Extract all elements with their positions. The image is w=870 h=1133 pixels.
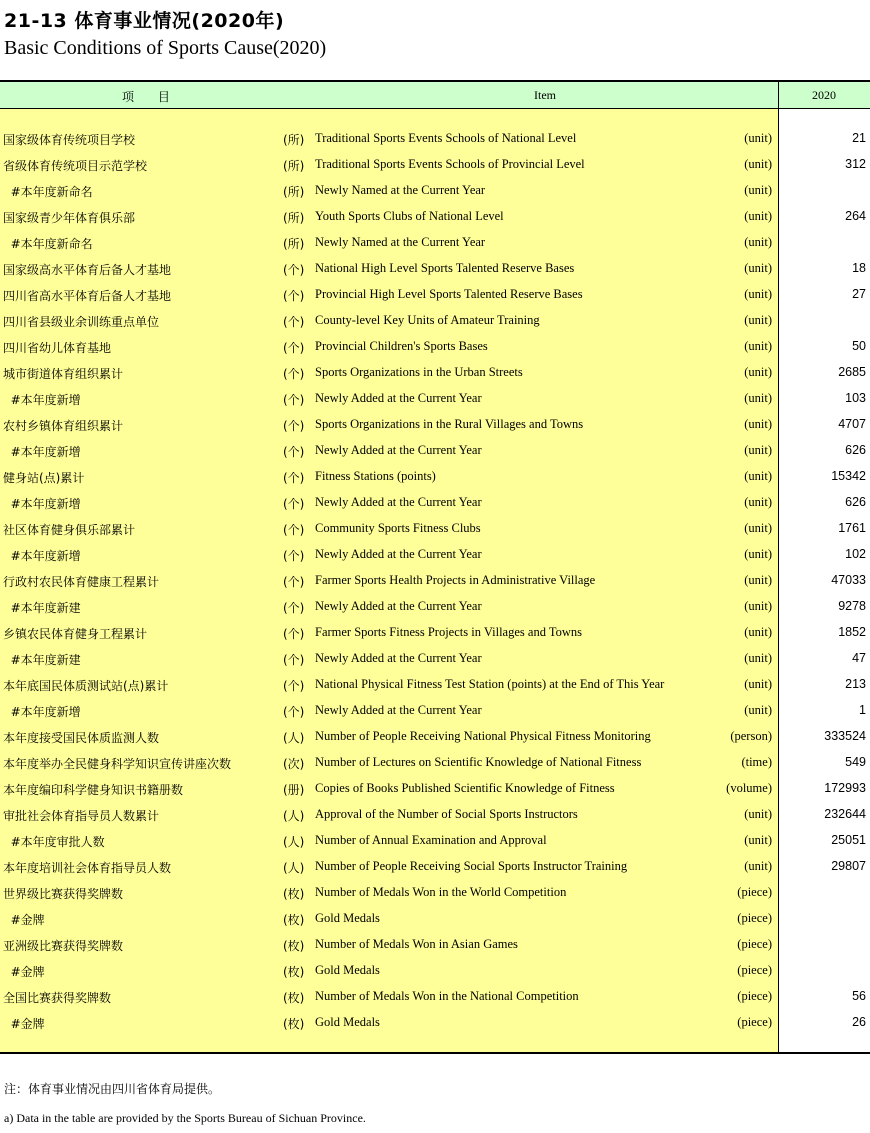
row-label-en: Gold Medals [315,1015,380,1029]
table-row [0,750,870,776]
row-unit-en: (piece) [737,911,772,925]
row-unit-en: (unit) [744,833,772,847]
row-value: 1 [859,703,866,717]
table-row [0,308,870,334]
row-unit-cn: (所) [283,237,305,251]
row-unit-cn: (个) [283,549,305,563]
row-label-en: Fitness Stations (points) [315,469,436,483]
table-row [0,334,870,360]
row-label-en: Community Sports Fitness Clubs [315,521,481,535]
table-row [0,360,870,386]
table-row [0,854,870,880]
row-label-cn: #本年度审批人数 [3,835,105,849]
row-unit-cn: (个) [283,523,305,537]
row-unit-cn: (枚) [283,939,305,953]
footnote-en: a) Data in the table are provided by the Sports Bureau of Sichuan Province. [4,1111,366,1125]
row-value: 56 [852,989,866,1003]
row-unit-cn: (个) [283,263,305,277]
footnote-cn: 注：体育事业情况由四川省体育局提供。 [4,1082,221,1096]
row-label-cn: #本年度新建 [3,653,81,667]
row-unit-en: (unit) [744,261,772,275]
row-unit-cn: (所) [283,159,305,173]
table-row [0,698,870,724]
row-label-cn: 健身站(点)累计 [3,471,85,485]
row-label-cn: 四川省县级业余训练重点单位 [3,315,160,329]
row-unit-en: (unit) [744,417,772,431]
row-unit-cn: (个) [283,575,305,589]
table-row [0,776,870,802]
row-label-cn: #本年度新增 [3,705,81,719]
row-unit-cn: (枚) [283,913,305,927]
row-unit-cn: (人) [283,809,305,823]
row-label-en: Copies of Books Published Scientific Knowledge of Fitness [315,781,615,795]
table-row [0,906,870,932]
row-unit-en: (unit) [744,183,772,197]
row-value: 47 [852,651,866,665]
row-label-cn: 亚洲级比赛获得奖牌数 [3,939,124,953]
table-row [0,178,870,204]
row-label-en: Youth Sports Clubs of National Level [315,209,504,223]
row-label-cn: #本年度新建 [3,601,81,615]
row-unit-cn: (所) [283,185,305,199]
row-unit-cn: (个) [283,341,305,355]
row-label-cn: 审批社会体育指导员人数累计 [3,809,160,823]
row-unit-en: (unit) [744,391,772,405]
row-label-en: Number of Annual Examination and Approval [315,833,547,847]
row-label-en: National High Level Sports Talented Reserve Bases [315,261,575,275]
row-label-cn: 四川省幼儿体育基地 [3,341,112,355]
table-row [0,542,870,568]
row-label-en: Number of People Receiving National Physical Fitness Monitoring [315,729,651,743]
row-label-en: Newly Added at the Current Year [315,703,482,717]
row-label-cn: #本年度新增 [3,393,81,407]
row-label-cn: #本年度新增 [3,445,81,459]
row-label-en: Newly Added at the Current Year [315,495,482,509]
row-label-en: Newly Added at the Current Year [315,391,482,405]
row-unit-cn: (枚) [283,1017,305,1031]
row-unit-cn: (人) [283,835,305,849]
row-label-en: Approval of the Number of Social Sports Instructors [315,807,578,821]
row-value: 18 [852,261,866,275]
row-value: 25051 [831,833,866,847]
row-label-cn: 本年度接受国民体质监测人数 [3,731,160,745]
row-value: 2685 [838,365,866,379]
row-label-en: Traditional Sports Events Schools of National Level [315,131,577,145]
row-unit-cn: (个) [283,601,305,615]
row-unit-en: (unit) [744,599,772,613]
row-unit-en: (unit) [744,209,772,223]
row-unit-cn: (所) [283,133,305,147]
row-unit-en: (unit) [744,339,772,353]
table-row [0,724,870,750]
table-row [0,958,870,984]
row-label-en: Sports Organizations in the Urban Streets [315,365,523,379]
row-unit-cn: (个) [283,419,305,433]
row-label-cn: 本年度举办全民健身科学知识宣传讲座次数 [3,757,232,771]
row-unit-en: (unit) [744,443,772,457]
row-unit-cn: (次) [283,757,305,771]
table-row [0,438,870,464]
table-row [0,646,870,672]
table-row [0,386,870,412]
table-row [0,620,870,646]
row-unit-en: (unit) [744,131,772,145]
row-label-cn: 本年度编印科学健身知识书籍册数 [3,783,184,797]
row-value: 213 [845,677,866,691]
row-unit-en: (piece) [737,1015,772,1029]
row-unit-cn: (册) [283,783,305,797]
row-value: 172993 [824,781,866,795]
row-label-cn: 世界级比赛获得奖牌数 [3,887,124,901]
row-value: 626 [845,495,866,509]
row-value: 103 [845,391,866,405]
row-unit-en: (unit) [744,547,772,561]
row-label-cn: 社区体育健身俱乐部累计 [3,523,136,537]
row-label-cn: 四川省高水平体育后备人才基地 [3,289,172,303]
table-row [0,204,870,230]
row-unit-en: (unit) [744,521,772,535]
row-value: 232644 [824,807,866,821]
row-unit-en: (unit) [744,625,772,639]
row-unit-en: (person) [730,729,772,743]
row-label-cn: #本年度新命名 [3,237,93,251]
row-unit-en: (unit) [744,495,772,509]
row-label-cn: 乡镇农民体育健身工程累计 [3,627,148,641]
row-value: 29807 [831,859,866,873]
row-unit-cn: (枚) [283,991,305,1005]
table-row [0,802,870,828]
row-label-en: Newly Added at the Current Year [315,651,482,665]
table-row [0,984,870,1010]
row-label-cn: 城市街道体育组织累计 [3,367,124,381]
row-unit-en: (unit) [744,313,772,327]
row-unit-cn: (个) [283,679,305,693]
row-unit-en: (unit) [744,807,772,821]
row-unit-cn: (个) [283,289,305,303]
table-row [0,282,870,308]
table-row [0,880,870,906]
table-row [0,230,870,256]
row-label-cn: 农村乡镇体育组织累计 [3,419,124,433]
page-title-cn: 21-13 体育事业情况(2020年) [4,10,285,32]
row-unit-en: (unit) [744,651,772,665]
row-label-en: Newly Added at the Current Year [315,547,482,561]
table-row [0,516,870,542]
row-value: 4707 [838,417,866,431]
table-row [0,828,870,854]
row-unit-en: (piece) [737,963,772,977]
row-unit-cn: (个) [283,445,305,459]
row-unit-en: (piece) [737,989,772,1003]
row-label-en: National Physical Fitness Test Station (points) at the End of This Year [315,677,665,691]
row-unit-en: (unit) [744,287,772,301]
row-label-en: Farmer Sports Fitness Projects in Villages and Towns [315,625,582,639]
row-label-en: Number of Medals Won in the National Competition [315,989,579,1003]
row-unit-en: (unit) [744,677,772,691]
table-row [0,256,870,282]
row-value: 312 [845,157,866,171]
row-label-cn: 全国比赛获得奖牌数 [3,991,112,1005]
row-unit-en: (unit) [744,703,772,717]
row-value: 102 [845,547,866,561]
row-unit-cn: (个) [283,393,305,407]
row-label-cn: 国家级体育传统项目学校 [3,133,136,147]
row-unit-en: (volume) [726,781,772,795]
row-unit-cn: (所) [283,211,305,225]
row-value: 626 [845,443,866,457]
header-item-en: Item [534,88,556,102]
row-unit-en: (unit) [744,859,772,873]
row-label-en: Sports Organizations in the Rural Villages and Towns [315,417,584,431]
row-unit-en: (piece) [737,885,772,899]
row-unit-en: (unit) [744,235,772,249]
row-label-cn: 省级体育传统项目示范学校 [3,159,148,173]
row-unit-cn: (枚) [283,965,305,979]
table-row [0,568,870,594]
row-unit-cn: (个) [283,471,305,485]
table-row [0,1010,870,1036]
row-label-en: Number of Medals Won in the World Competition [315,885,567,899]
row-label-en: Traditional Sports Events Schools of Provincial Level [315,157,585,171]
row-label-en: Number of Lectures on Scientific Knowledge of National Fitness [315,755,642,769]
row-label-cn: 本年度培训社会体育指导员人数 [3,861,172,875]
row-label-en: Newly Named at the Current Year [315,235,486,249]
row-unit-cn: (个) [283,705,305,719]
table-header-rule [0,108,870,109]
table-row [0,464,870,490]
row-label-en: Farmer Sports Health Projects in Administrative Village [315,573,596,587]
row-value: 1761 [838,521,866,535]
row-value: 27 [852,287,866,301]
table-row [0,932,870,958]
table-row [0,490,870,516]
row-unit-cn: (个) [283,627,305,641]
row-label-cn: #本年度新命名 [3,185,93,199]
row-label-en: County-level Key Units of Amateur Training [315,313,540,327]
row-label-en: Gold Medals [315,963,380,977]
row-unit-cn: (个) [283,315,305,329]
table-row [0,152,870,178]
row-label-cn: 本年底国民体质测试站(点)累计 [3,679,169,693]
table-bottom-rule [0,1052,870,1054]
row-value: 1852 [838,625,866,639]
table-top-rule [0,80,870,82]
header-item-cn: 项 目 [122,90,180,104]
row-unit-en: (unit) [744,157,772,171]
row-label-en: Gold Medals [315,911,380,925]
row-unit-en: (piece) [737,937,772,951]
row-label-en: Provincial Children's Sports Bases [315,339,488,353]
row-label-cn: #金牌 [3,965,45,979]
row-label-en: Newly Added at the Current Year [315,599,482,613]
row-label-cn: #本年度新增 [3,497,81,511]
row-label-en: Newly Named at the Current Year [315,183,486,197]
row-unit-cn: (枚) [283,887,305,901]
page-title-en: Basic Conditions of Sports Cause(2020) [4,37,327,59]
row-unit-en: (unit) [744,573,772,587]
row-label-cn: #本年度新增 [3,549,81,563]
row-unit-cn: (人) [283,861,305,875]
table-row [0,594,870,620]
row-label-cn: 国家级高水平体育后备人才基地 [3,263,172,277]
table-row [0,412,870,438]
header-year: 2020 [812,88,836,102]
row-label-en: Number of Medals Won in Asian Games [315,937,518,951]
row-label-cn: #金牌 [3,1017,45,1031]
row-value: 47033 [831,573,866,587]
row-unit-cn: (个) [283,653,305,667]
row-unit-en: (time) [741,755,772,769]
row-unit-cn: (个) [283,367,305,381]
row-unit-cn: (个) [283,497,305,511]
row-value: 21 [852,131,866,145]
row-value: 333524 [824,729,866,743]
row-value: 264 [845,209,866,223]
row-label-cn: 国家级青少年体育俱乐部 [3,211,136,225]
row-value: 549 [845,755,866,769]
row-unit-cn: (人) [283,731,305,745]
row-value: 9278 [838,599,866,613]
row-unit-en: (unit) [744,469,772,483]
row-value: 26 [852,1015,866,1029]
row-label-en: Provincial High Level Sports Talented Reserve Bases [315,287,583,301]
row-label-cn: #金牌 [3,913,45,927]
row-unit-en: (unit) [744,365,772,379]
row-label-en: Number of People Receiving Social Sports Instructor Training [315,859,628,873]
row-value: 50 [852,339,866,353]
table-row [0,672,870,698]
row-label-en: Newly Added at the Current Year [315,443,482,457]
table-row [0,126,870,152]
row-label-cn: 行政村农民体育健康工程累计 [3,575,160,589]
row-value: 15342 [831,469,866,483]
